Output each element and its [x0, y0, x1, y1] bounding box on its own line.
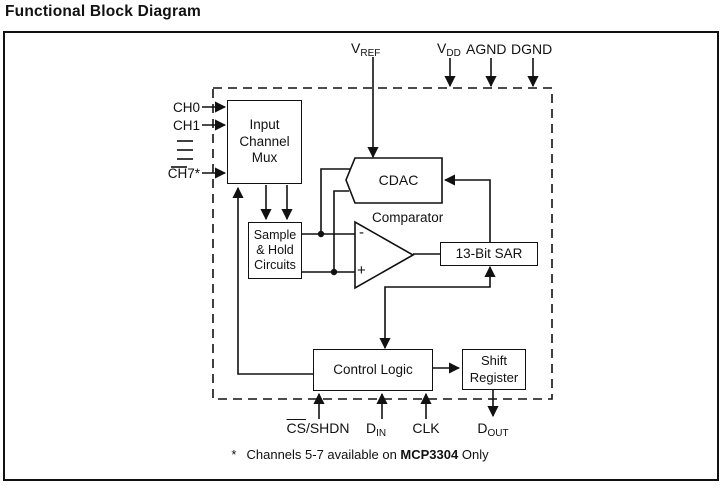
wire-tap-to-cdac-lower: [334, 191, 349, 272]
junction-dot: [318, 231, 324, 237]
pin-label-dout: [473, 420, 513, 439]
pin-label-ch0: CH0: [172, 100, 200, 115]
sample-hold-line1: Sample: [253, 228, 297, 243]
footnote-asterisk: *: [231, 447, 237, 462]
page-title: Functional Block Diagram: [5, 3, 201, 20]
pin-label-din: [366, 420, 386, 439]
wire-sar-control: [385, 267, 490, 348]
footnote: [160, 447, 560, 462]
footnote-text-post: Only: [458, 447, 489, 462]
vref-sub: REF: [360, 48, 381, 59]
dout-base: D: [477, 420, 488, 436]
comparator-minus-sign: -: [359, 224, 364, 241]
footnote-part-number: MCP3304: [400, 447, 459, 462]
wire-control-to-mux: [238, 188, 313, 374]
shift-register-line1: Shift: [480, 352, 507, 368]
pin-label-ch1: CH1: [172, 118, 200, 133]
pin-label-cs-shdn: [278, 420, 358, 436]
input-mux-line1: Input: [249, 117, 280, 133]
comparator-plus-sign: +: [357, 262, 366, 279]
din-sub: IN: [376, 428, 387, 439]
pin-label-vref: [351, 40, 380, 59]
pin-label-vdd: [437, 40, 461, 59]
pin-label-clk: CLK: [412, 420, 440, 436]
vdd-sub: DD: [446, 48, 461, 59]
block-control-logic: Control Logic: [313, 349, 433, 391]
sample-hold-line3: Circuits: [254, 257, 296, 272]
vdd-base: V: [437, 40, 447, 56]
pin-label-dgnd: DGND: [511, 41, 553, 57]
comparator-label: Comparator: [372, 210, 444, 225]
cs-overline: $\overline{CS}$: [286, 420, 306, 436]
wire-sar-to-cdac: [445, 180, 490, 242]
block-13bit-sar: 13-Bit SAR: [440, 242, 538, 266]
block-shift-register: [462, 349, 526, 390]
junction-dot: [331, 269, 337, 275]
block-sample-hold: [248, 222, 302, 279]
din-base: D: [366, 420, 377, 436]
block-cdac-label: CDAC: [378, 172, 419, 188]
pin-label-agnd: AGND: [466, 41, 507, 57]
dout-sub: OUT: [487, 428, 509, 439]
block-input-channel-mux: [227, 100, 302, 184]
pin-label-ch7: CH7*: [167, 166, 200, 181]
cs-rest: /SHDN: [305, 420, 350, 436]
footnote-text-pre: Channels 5-7 available on: [246, 447, 401, 462]
shift-register-line2: Register: [469, 369, 519, 385]
input-mux-line3: Mux: [251, 150, 278, 166]
input-mux-line2: Channel: [239, 133, 290, 149]
sample-hold-line2: & Hold: [256, 243, 294, 258]
vref-base: V: [351, 40, 361, 56]
